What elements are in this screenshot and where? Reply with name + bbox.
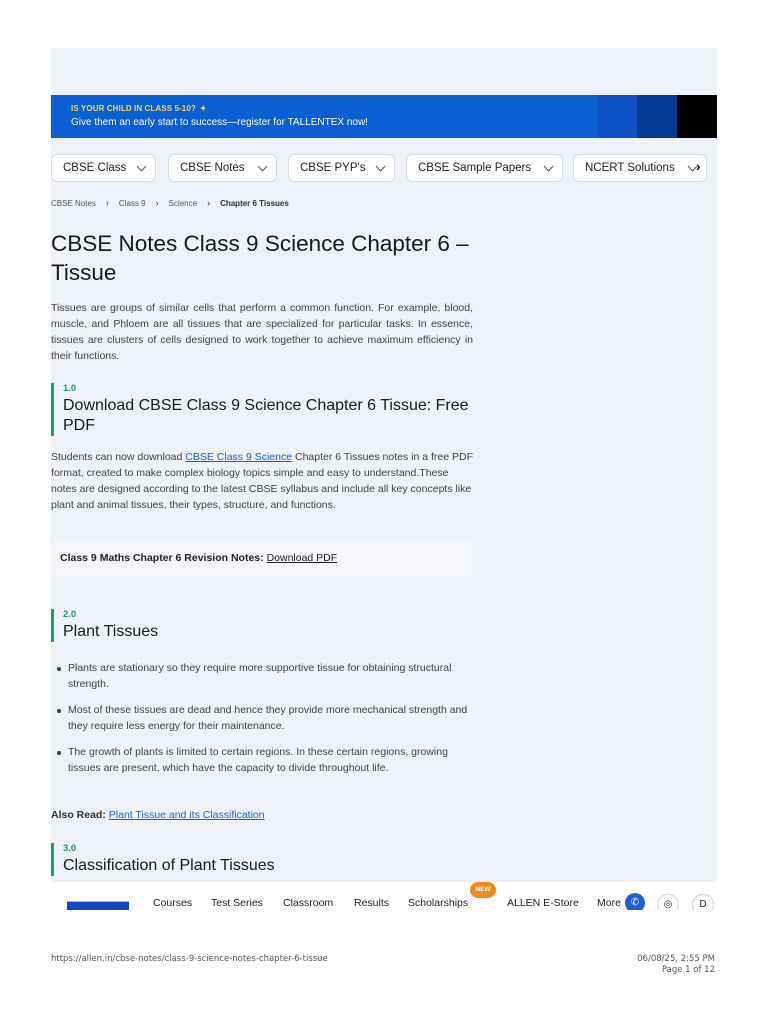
- banner-graphic-block: [677, 95, 717, 138]
- tab-cbse-class[interactable]: CBSE Class: [51, 154, 156, 182]
- nav-classroom[interactable]: Classroom: [283, 897, 334, 909]
- page-frame: [51, 48, 717, 910]
- tab-ncert-solutions[interactable]: NCERT Solutions: [573, 154, 707, 182]
- breadcrumb-item[interactable]: Science: [168, 198, 198, 208]
- list-item: Plants are stationary so they require more supportive tissue for obtaining structural strength.: [51, 660, 473, 692]
- new-badge: NEW: [470, 882, 496, 898]
- also-read: Also Read: Plant Tissue and its Classification: [51, 809, 265, 821]
- chevron-right-icon[interactable]: ›: [696, 158, 701, 174]
- phone-icon[interactable]: ✆: [625, 893, 645, 910]
- banner-graphic-block: [637, 95, 677, 138]
- category-tabs: [51, 154, 717, 182]
- plant-tissue-link[interactable]: Plant Tissue and its Classification: [108, 809, 265, 821]
- breadcrumb-current: Chapter 6 Tissues: [220, 198, 289, 208]
- section-number: 1.0: [63, 383, 77, 394]
- nav-courses[interactable]: Courses: [153, 897, 193, 909]
- nav-results[interactable]: Results: [354, 897, 390, 909]
- breadcrumb-item[interactable]: Class 9: [118, 198, 146, 208]
- chevron-right-icon: ›: [155, 198, 159, 208]
- section-heading: [51, 843, 473, 876]
- print-datetime-page: 06/08/25, 2:55 PM Page 1 of 12: [637, 954, 715, 975]
- banner-headline: IS YOUR CHILD IN CLASS 5-10? ✦: [71, 104, 207, 113]
- banner-graphic-block: [598, 95, 637, 138]
- page-title: CBSE Notes Class 9 Science Chapter 6 – Tissue: [51, 231, 469, 285]
- chevron-down-icon: [376, 162, 386, 172]
- avatar[interactable]: D: [692, 894, 714, 910]
- section-number: 3.0: [63, 843, 77, 854]
- tab-cbse-pyps[interactable]: CBSE PYP's: [288, 154, 395, 182]
- section-title: Download CBSE Class 9 Science Chapter 6 Tissue: Free PDF: [63, 397, 469, 434]
- bottom-nav: [51, 882, 717, 910]
- revision-notes-box: Class 9 Maths Chapter 6 Revision Notes: Download PDF: [51, 541, 472, 577]
- download-pdf-link[interactable]: Download PDF: [266, 552, 338, 564]
- breadcrumb-item[interactable]: CBSE Notes: [51, 198, 96, 208]
- section-title: Plant Tissues: [63, 623, 159, 640]
- section-number: 2.0: [63, 609, 77, 620]
- tab-cbse-notes[interactable]: CBSE Notes: [168, 154, 277, 182]
- section-title: Classification of Plant Tissues: [63, 857, 275, 874]
- bullet-list: [51, 660, 473, 786]
- cbse-class-9-science-link[interactable]: CBSE Class 9 Science: [185, 451, 293, 463]
- download-paragraph: Students can now download CBSE Class 9 Science Chapter 6 Tissues notes in a free PDF format, created to make complex biology topics simple and easy to understand.These notes are designed according to the latest CBSE syllabus and include all key concepts like plant and animal tissues, their types, structure, and functions.: [51, 451, 473, 511]
- chevron-down-icon: [258, 162, 268, 172]
- sparkle-icon: ✦: [199, 104, 207, 113]
- nav-test-series[interactable]: Test Series: [211, 897, 263, 909]
- list-item: The growth of plants is limited to certain regions. In these certain regions, growing tissues are present, which have the capacity to divide throughout life.: [51, 744, 473, 776]
- print-url: https://allen.in/cbse-notes/class-9-science-notes-chapter-6-tissue: [51, 954, 328, 964]
- list-item: Most of these tissues are dead and hence they provide more mechanical strength and they require less energy for their maintenance.: [51, 702, 473, 734]
- promo-banner[interactable]: [51, 95, 717, 138]
- section-heading: [51, 383, 473, 436]
- breadcrumb: [51, 198, 289, 208]
- nav-allen-estore[interactable]: ALLEN E-Store: [507, 897, 579, 909]
- allen-logo[interactable]: [67, 896, 129, 910]
- tab-cbse-sample-papers[interactable]: CBSE Sample Papers: [406, 154, 563, 182]
- chevron-down-icon: [137, 162, 147, 172]
- notification-icon[interactable]: ◎: [657, 894, 679, 910]
- intro-paragraph: Tissues are groups of similar cells that perform a common function. For example, blood, muscle, and Phloem are all tissues that are specialized for particular tasks. In essence, tissues are clusters of cells designed to work together to achieve maximum efficiency in their functions.: [51, 302, 473, 362]
- chevron-down-icon: [544, 162, 554, 172]
- chevron-right-icon: ›: [207, 198, 211, 208]
- chevron-right-icon: ›: [105, 198, 109, 208]
- section-heading: [51, 609, 473, 642]
- banner-subline: Give them an early start to success—register for TALLENTEX now!: [71, 117, 368, 128]
- nav-scholarships[interactable]: Scholarships: [408, 897, 469, 909]
- nav-more[interactable]: More: [597, 897, 621, 909]
